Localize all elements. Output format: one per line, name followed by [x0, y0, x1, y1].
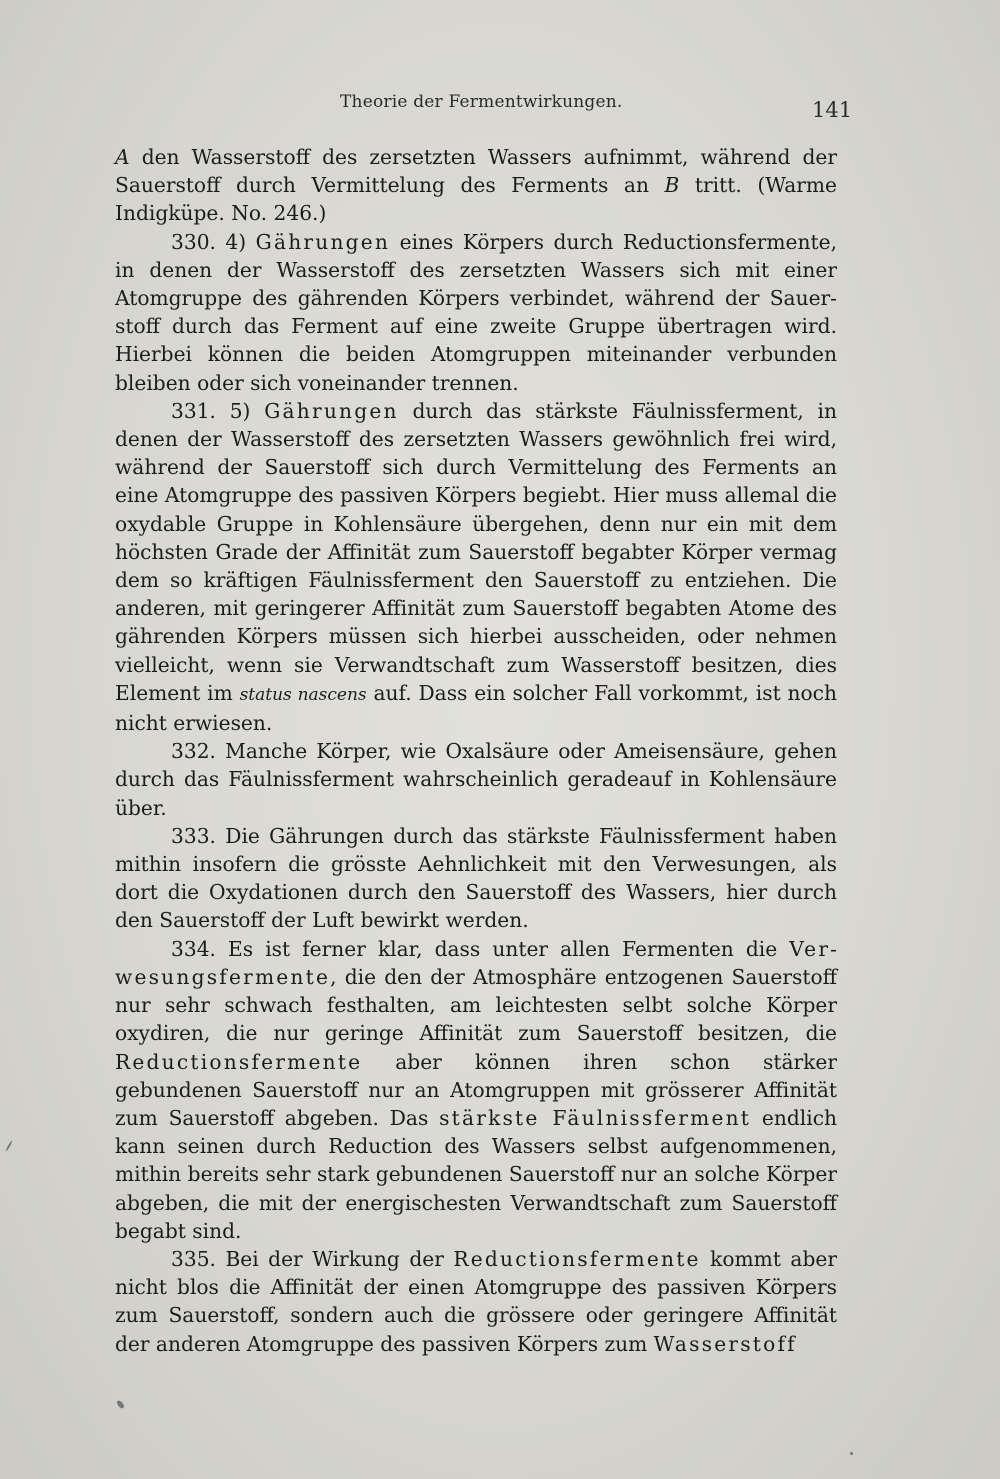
spaced-term: Reductionsfermente [115, 1049, 363, 1074]
paragraph-335 [115, 1245, 837, 1358]
text-run: auf. Dass ein solcher Fall vorkommt, ist noch nicht erwiesen. [115, 680, 837, 736]
text-run: den Wasserstoff des zersetzten Wassers aufnimmt, während der Sauerstoff durch Vermittelung des Ferments an [115, 145, 837, 198]
text-run: 334. Es ist ferner klar, dass unter allen Fermenten die [171, 936, 790, 961]
paragraph-332: 332. Manche Körper, wie Oxalsäure oder Ameisensäure, gehen durch das Fäulnissferment wahrscheinlich geradeauf in Kohlensäure über. [115, 739, 837, 820]
paragraph-number: 330. 4) [171, 229, 256, 254]
spaced-term: stärkste Fäulnissferment [439, 1105, 752, 1130]
paper-speck [850, 1452, 853, 1455]
spaced-term: Gährungen [264, 398, 399, 423]
paragraph-continuation [115, 143, 837, 228]
page-number: 141 [812, 98, 853, 122]
running-title: Theorie der Fermentwirkungen. [340, 92, 623, 112]
text-run: kommt aber nicht blos die Affinität der einen Atomgruppe des passiven Körpers zum Sauerstoff, sondern auch die grössere oder geringere Affinität der anderen Atomgruppe des passiven Körpers zum [115, 1246, 837, 1356]
spaced-term: Gährungen [255, 229, 391, 254]
text-run: tritt. (Warme Indigküpe. No. 246.) [115, 173, 837, 226]
spaced-term: Verwesungsfermente [115, 936, 837, 989]
variable-a: A [115, 145, 130, 169]
variable-b: B [664, 173, 680, 198]
text-run: 335. Bei der Wirkung der [171, 1246, 454, 1271]
spaced-term: Reductionsfermente [453, 1246, 701, 1271]
text-run: , die den der Atmosphäre entzogenen Sauerstoff nur sehr schwach festhalten, am leichtesten selbt solche Körper oxydiren, die nur geringe Affinität zum Sauerstoff besitzen, die [115, 964, 837, 1046]
paper-speck [116, 1399, 126, 1409]
text-run: endlich kann seinen durch Reduction des Wassers selbst aufgenommenen, mithin bereits sehr stark gebundenen Sauerstoff nur an solche Körper abgeben, die mit der energischesten Verwandtschaft zum Sauerstoff begabt sind. [115, 1105, 838, 1243]
text-run: eines Körpers durch Reductionsfermente, in denen der Wasserstoff des zersetzten Wassers sich mit einer Atomgruppe des gährenden Körpers verbindet, während der Sauerstoff durch das Ferment auf eine zweite Gruppe übertragen wird. Hierbei können die beiden Atomgruppen miteinander verbunden bleiben oder sich voneinander trennen. [115, 229, 837, 395]
paragraph-number: 331. 5) [171, 398, 265, 423]
paragraph-330 [115, 228, 837, 397]
paragraph-334 [115, 935, 837, 1245]
text-run: aber können ihren schon stärker gebundenen Sauerstoff nur an Atomgruppen mit grösserer Affinität zum Sauerstoff abgeben. Das [115, 1049, 837, 1130]
latin-term: status nascens [239, 684, 367, 705]
body-text [115, 143, 837, 1358]
paragraph-331 [115, 397, 837, 737]
text-run: durch das stärkste Fäulnissferment, in denen der Wasserstoff des zersetzten Wassers gewöhnlich frei wird, während der Sauerstoff sich durch Vermittelung des Ferments an eine Atomgruppe des passiven Körpers begiebt. Hier muss allemal die oxydable Gruppe in Kohlensäure übergehen, denn nur ein mit dem höchsten Grade der Affinität zum Sauerstoff begabter Körper vermag dem so kräftigen Fäulnissferment den Sauerstoff zu entziehen. Die anderen, mit geringerer Affinität zum Sauerstoff begabten Atome des gährenden Körpers müssen sich hierbei ausscheiden, oder nehmen vielleicht, wenn sie Verwandtschaft zum Wasserstoff besitzen, dies Element im [115, 398, 837, 705]
spaced-term: Wasserstoff [653, 1331, 797, 1356]
paper-speck [5, 1140, 13, 1151]
paragraph-333: 333. Die Gährungen durch das stärkste Fäulnissferment haben mithin insofern die grösste Aehnlichkeit mit den Verwesungen, als dort die Oxydationen durch den Sauerstoff des Wassers, hier durch den Sauerstoff der Luft bewirkt werden. [115, 823, 837, 933]
